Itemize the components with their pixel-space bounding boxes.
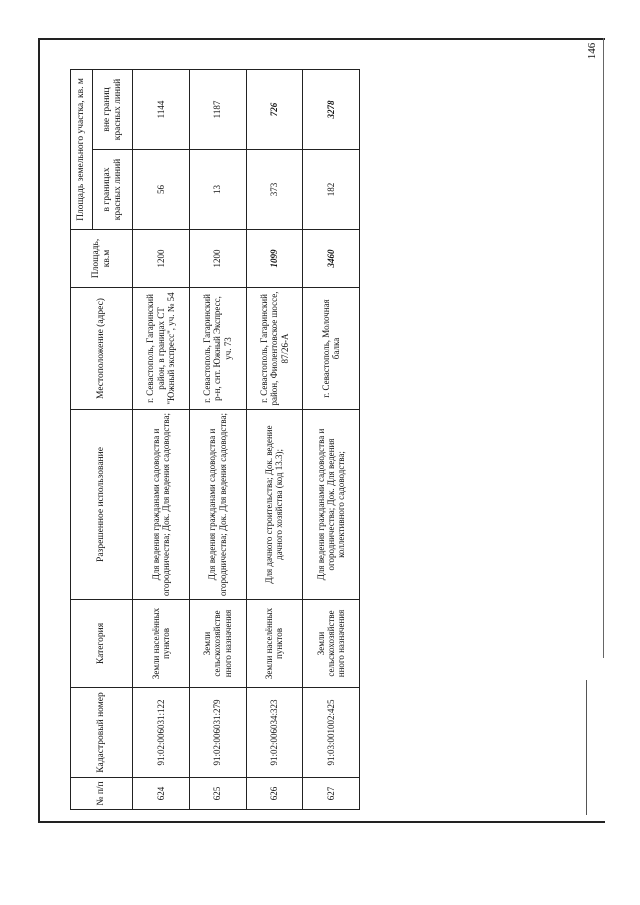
- cell-area: 3460: [303, 230, 360, 288]
- cell-outside: 3278: [303, 69, 360, 149]
- table-row: [133, 69, 190, 809]
- table-row: [246, 69, 303, 809]
- cell-num: 626: [246, 778, 303, 810]
- cell-cadastral: 91:02:006031:279: [189, 688, 246, 778]
- header-within-red: в границах красных линий: [93, 150, 133, 230]
- cell-area: 1200: [189, 230, 246, 288]
- cell-outside: 726: [246, 69, 303, 149]
- cell-category: Земли населённых пунктов: [246, 600, 303, 688]
- cell-outside: 1187: [189, 69, 246, 149]
- cell-within: 13: [189, 150, 246, 230]
- header-land-area: Площадь земельного участка, кв. м: [71, 69, 93, 229]
- header-area: Площадь, кв.м: [71, 230, 133, 288]
- cell-area: 1200: [133, 230, 190, 288]
- rotated-table-wrapper: [70, 70, 360, 810]
- cell-category: Земли сельскохозяйстве нного назначения: [303, 600, 360, 688]
- table-row: [303, 69, 360, 809]
- header-num: № п/п: [71, 778, 133, 810]
- footer-rule: [586, 680, 587, 815]
- cell-num: 625: [189, 778, 246, 810]
- cell-area: 1099: [246, 230, 303, 288]
- cell-use: Для ведения гражданами садоводства и огородничества; Док. Для ведения садоводства;: [133, 410, 190, 600]
- cell-outside: 1144: [133, 69, 190, 149]
- cell-use: Для ведения гражданами садоводства и огородничества; Док. Для ведения садоводства;: [189, 410, 246, 600]
- cell-category: Земли населённых пунктов: [133, 600, 190, 688]
- cell-category: Земли сельскохозяйстве нного назначения: [189, 600, 246, 688]
- cell-location: г. Севастополь, Молочная балка: [303, 288, 360, 410]
- page-number: 146: [586, 42, 598, 60]
- cell-location: г. Севастополь, Гагаринский район, Фиолентовское шоссе, 87/26-А: [246, 288, 303, 410]
- cell-cadastral: 91:03:001002:425: [303, 688, 360, 778]
- header-location: Местоположение (адрес): [71, 288, 133, 410]
- cell-use: Для ведения гражданами садоводства и огородничества; Док. Для ведения коллективного садоводства;: [303, 410, 360, 600]
- cell-within: 373: [246, 150, 303, 230]
- right-margin-rule: [603, 38, 604, 658]
- cell-cadastral: 91:02:006034:323: [246, 688, 303, 778]
- cell-use: Для дачного строительства; Док. ведение дачного хозяйства (код 13.3);: [246, 410, 303, 600]
- cell-within: 182: [303, 150, 360, 230]
- cell-within: 56: [133, 150, 190, 230]
- cell-location: г. Севастополь, Гагаринский район, в границах СТ "Южный экспресс", уч. № 54: [133, 288, 190, 410]
- header-outside-red: вне границ красных линий: [93, 69, 133, 149]
- land-parcels-table: [70, 69, 360, 810]
- header-permitted-use: Разрешенное использование: [71, 410, 133, 600]
- header-category: Категория: [71, 600, 133, 688]
- header-cadastral: Кадастровый номер: [71, 688, 133, 778]
- cell-num: 624: [133, 778, 190, 810]
- cell-num: 627: [303, 778, 360, 810]
- cell-cadastral: 91:02:006031:122: [133, 688, 190, 778]
- cell-location: г. Севастополь, Гагаринский р-н, снт. Южный Экспресс, уч. 73: [189, 288, 246, 410]
- table-row: [189, 69, 246, 809]
